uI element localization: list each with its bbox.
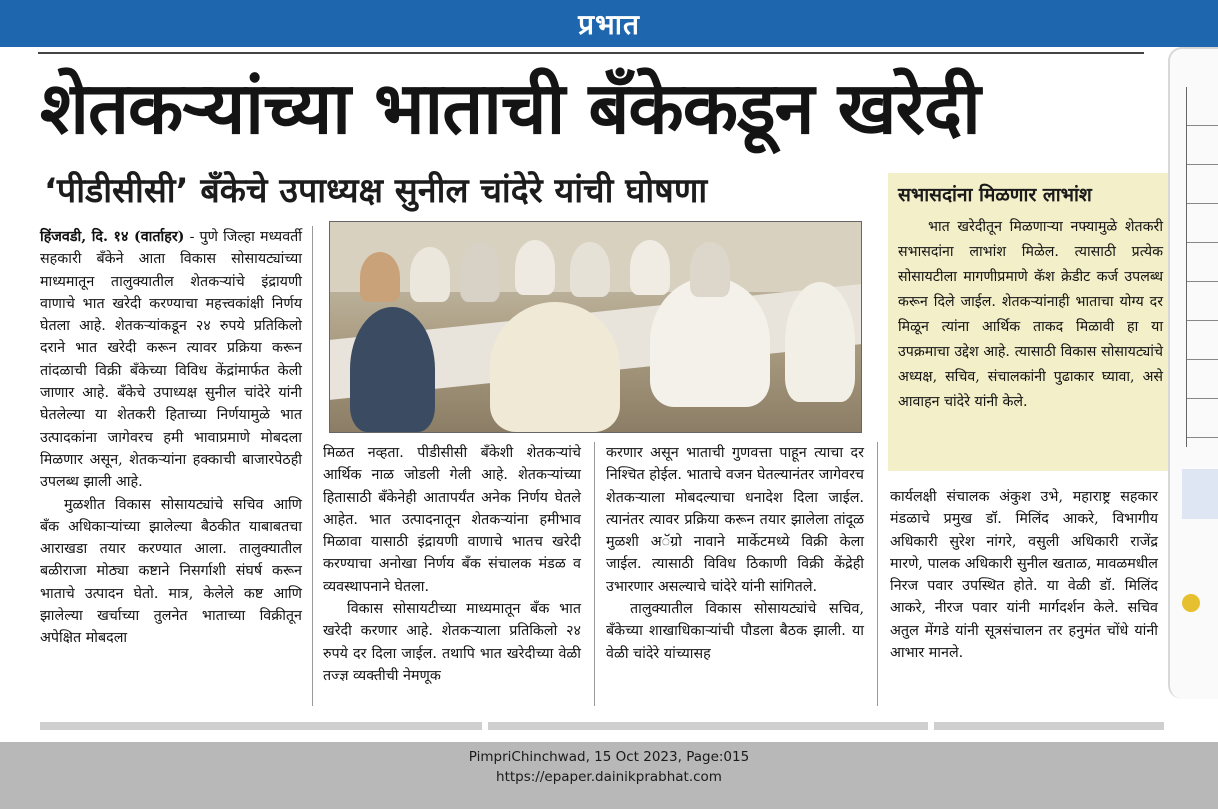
- adjacent-page-block: [1182, 469, 1218, 519]
- adjacent-page-edge: [1168, 47, 1218, 699]
- edition-line: PimpriChinchwad, 15 Oct 2023, Page:015: [468, 749, 750, 765]
- sidebox-title: सभासदांना मिळणार लाभांश: [898, 184, 1092, 206]
- meeting-photo: [329, 221, 862, 433]
- bottom-rule: [934, 722, 1164, 730]
- article-column-3: [606, 442, 864, 665]
- photo-person: [785, 282, 855, 402]
- article-column-2: [323, 442, 581, 687]
- article-headline: शेतकऱ्यांच्या भाताची बँकेकडून खरेदी: [40, 66, 980, 150]
- column-divider: [594, 442, 595, 706]
- paragraph: करणार असून भाताची गुणवत्ता पाहून त्याचा दर निश्चित होईल. भाताचे वजन घेतल्यानंतर जागेवरच शेतकऱ्याला मोबदल्याचा धनादेश दिला जाईल. त्यानंतर त्यावर प्रक्रिया करून तयार झालेला तांदूळ मुळशी अॅग्रो नावाने मार्केटमध्ये विक्री केला जाईल. त्यासाठी विविध ठिकाणी विक्री केंद्रेही उभारणार असल्याचे चांदेरे यांनी सांगितले.: [606, 445, 864, 595]
- photo-person: [350, 307, 435, 432]
- column-divider: [312, 226, 313, 706]
- masthead-bar: [0, 0, 1218, 47]
- paragraph: तालुक्यातील विकास सोसायट्यांचे सचिव, बँकेच्या शाखाधिकाऱ्यांची पौडला बैठक झाली. या वेळी चांदेरे यांच्यासह: [606, 601, 864, 662]
- bottom-rule: [488, 722, 928, 730]
- photo-person: [630, 240, 670, 295]
- paragraph: विकास सोसायटीच्या माध्यमातून बँक भात खरेदी करणार आहे. शेतकऱ्याला प्रतिकिलो २४ रुपये दर दिला जाईल. तथापि भात खरेदीच्या वेळी तज्ज्ञ व्यक्तीची नेमणूक: [323, 601, 581, 684]
- dateline: हिंजवडी, दि. १४ (वार्ताहर): [40, 229, 185, 245]
- sidebox: [888, 173, 1173, 471]
- prabhat-logo: प्रभात: [578, 7, 640, 41]
- photo-person: [490, 302, 620, 432]
- epaper-url[interactable]: https://epaper.dainikprabhat.com: [496, 769, 722, 785]
- paragraph: कार्यलक्षी संचालक अंकुश उभे, महाराष्ट्र सहकार मंडळाचे प्रमुख डॉ. मिलिंद आकरे, विभागीय अधिकारी सुरेश नांगरे, वसुली अधिकारी राजेंद्र मारणे, पालक अधिकारी सुनील खताळ, मावळमधील निरज पवार उपस्थित होते. या वेळी डॉ. मिलिंद आकरे, नीरज पवार यांनी मार्गदर्शन केले. सचिव अतुल मेंगडे यांनी सूत्रसंचालन तर हनुमंत चोंधे यांनी आभार मानले.: [890, 489, 1158, 662]
- photo-person: [515, 240, 555, 295]
- paragraph: - पुणे जिल्हा मध्यवर्ती सहकारी बँकेने आता विकास सोसायट्यांच्या माध्यमातून तालुक्यातील शेतकऱ्यांचे इंद्रायणी वाणाचे भात खरेदी करण्याचा महत्त्वकांक्षी निर्णय घेतला आहे. शेतकऱ्यांकडून २४ रुपये प्रतिकिलो दराने भात खरेदी करून त्यावर प्रक्रिया करून तांदळाची विक्री बँकेच्या विविध केंद्रांमार्फत केली जाणार आहे. बँकेचे उपाध्यक्ष सुनील चांदेरे यांनी घेतलेल्या या शेतकरी हिताच्या निर्णयामुळे भात उत्पादकांना जागेवरच हमी भावाप्रमाणे मोबदला मिळणार असून, शेतकऱ्यांना हक्काची बाजारपेठही उपलब्ध झाली आहे.: [40, 229, 302, 491]
- top-rule: [38, 52, 1144, 54]
- bottom-rule: [40, 722, 482, 730]
- paragraph: मुळशीत विकास सोसायट्यांचे सचिव आणि बँक अधिकाऱ्यांच्या झालेल्या बैठकीत याबाबतचा आराखडा तयार करण्यात आला. तालुक्यातील बळीराजा मोठ्या कष्टाने निसर्गाशी संघर्ष करून भाताचे उत्पादन घेतो. मात्र, केलेले कष्ट आणि झालेल्या खर्चाच्या तुलनेत भाताच्या विक्रीतून अपेक्षित मोबदला: [40, 496, 302, 647]
- photo-person: [460, 242, 500, 302]
- column-divider: [877, 442, 878, 706]
- article-column-1: [40, 226, 302, 650]
- sidebox-body: भात खरेदीतून मिळणाऱ्या नफ्यामुळे शेतकरी सभासदांना लाभांश मिळेल. त्यासाठी प्रत्येक सोसायटीला मागणीप्रमाणे कॅश क्रेडीट कर्ज उपलब्ध करून दिले जाईल. शेतकऱ्यांनाही भाताचा योग्य दर मिळून त्यांना आर्थिक ताकद मिळावी हा या उपक्रमाचा उद्देश आहे. त्यासाठी विकास सोसायट्यांचे अध्यक्ष, सचिव, संचालकांनी पुढाकार घ्यावा, असे आवाहन चांदेरे यांनी केले.: [898, 219, 1163, 410]
- photo-person: [360, 252, 400, 302]
- adjacent-page-table: [1186, 87, 1218, 447]
- adjacent-page-dot: [1182, 594, 1200, 612]
- photo-person: [570, 242, 610, 297]
- photo-person: [690, 242, 730, 297]
- photo-person: [410, 247, 450, 302]
- paragraph: मिळत नव्हता. पीडीसीसी बँकेशी शेतकऱ्यांचे आर्थिक नाळ जोडली गेली आहे. शेतकऱ्यांच्या हितासाठी बँकेनेही आतापर्यंत अनेक निर्णय घेतले आहेत. भात उत्पादनातून शेतकऱ्यांना हमीभाव मिळावा यासाठी इंद्रायणी वाणाचे भातच खरेदी करण्याचा अनोखा निर्णय बँक संचालक मंडळ व व्यवस्थापनाने घेतला.: [323, 445, 581, 595]
- footer: [0, 742, 1218, 809]
- article-subheadline: ‘पीडीसीसी’ बँकेचे उपाध्यक्ष सुनील चांदेरे यांची घोषणा: [44, 171, 708, 211]
- article-column-4: [890, 486, 1158, 664]
